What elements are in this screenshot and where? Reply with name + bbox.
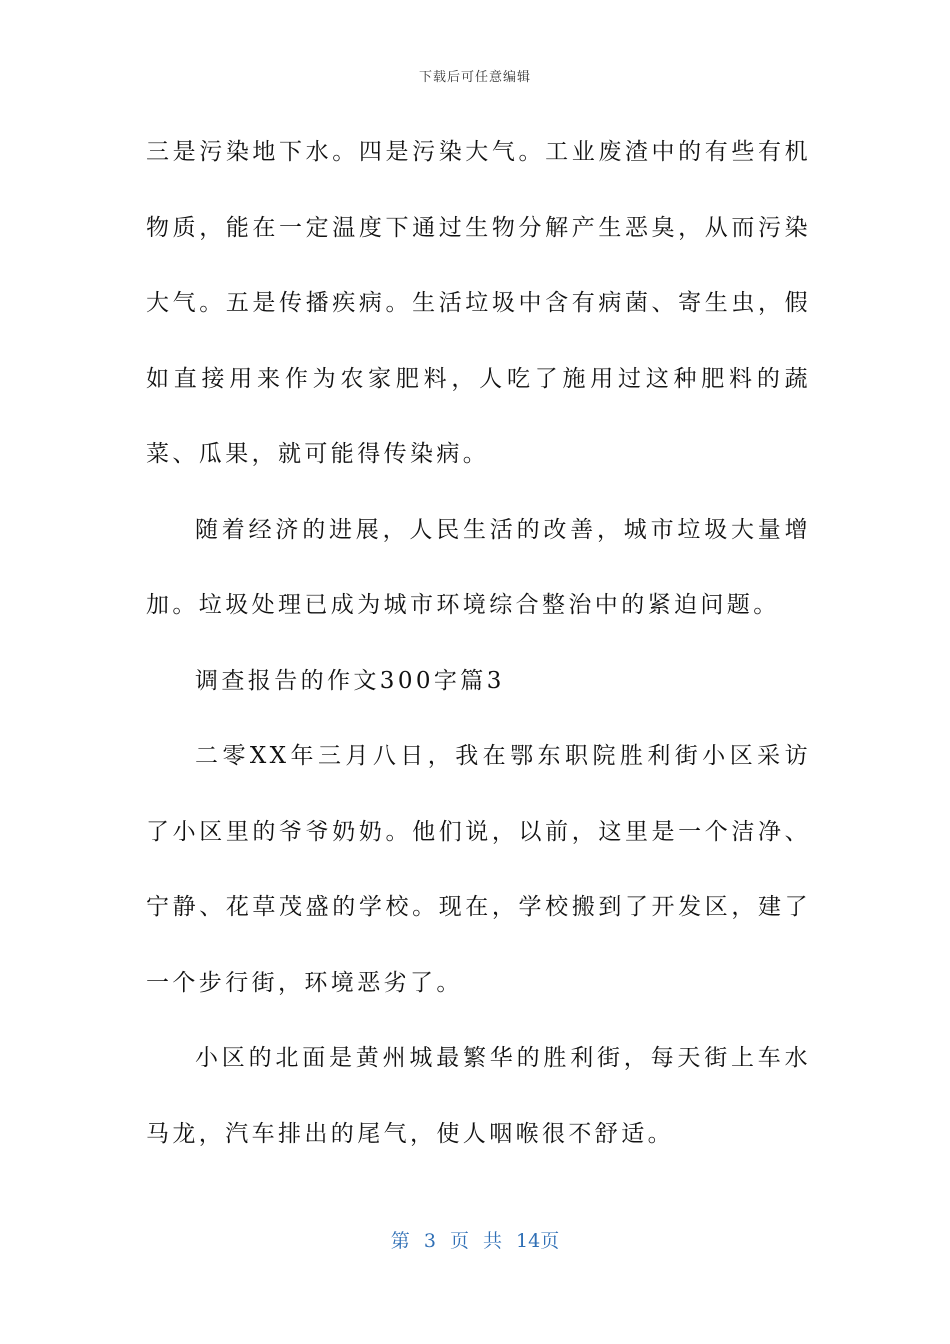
section-heading: 调查报告的作文300字篇3 [195, 667, 505, 694]
paragraph-3: 二零XX年三月八日，我在鄂东职院胜利街小区采访了小区里的爷爷奶奶。他们说，以前，这里是一个洁净、宁静、花草茂盛的学校。现在，学校搬到了开发区，建了一个步行街，环境恶劣了。 [146, 743, 811, 996]
paragraph-4: 小区的北面是黄州城最繁华的胜利街，每天街上车水马龙，汽车排出的尾气，使人咽喉很不舒适。 [146, 1045, 811, 1147]
page-number: 第 3 页 共 14页 [390, 1230, 560, 1252]
document-body [146, 115, 811, 1172]
paragraph-2: 随着经济的进展，人民生活的改善，城市垃圾大量增加。垃圾处理已成为城市环境综合整治中的紧迫问题。 [146, 516, 811, 618]
paragraph-1: 三是污染地下水。四是污染大气。工业废渣中的有些有机物质，能在一定温度下通过生物分解产生恶臭，从而污染大气。五是传播疾病。生活垃圾中含有病菌、寄生虫，假如直接用来作为农家肥料，人吃了施用过这种肥料的蔬菜、瓜果，就可能得传染病。 [146, 139, 811, 467]
page-footer [0, 1226, 950, 1253]
page-header: 下载后可任意编辑 [418, 70, 531, 85]
